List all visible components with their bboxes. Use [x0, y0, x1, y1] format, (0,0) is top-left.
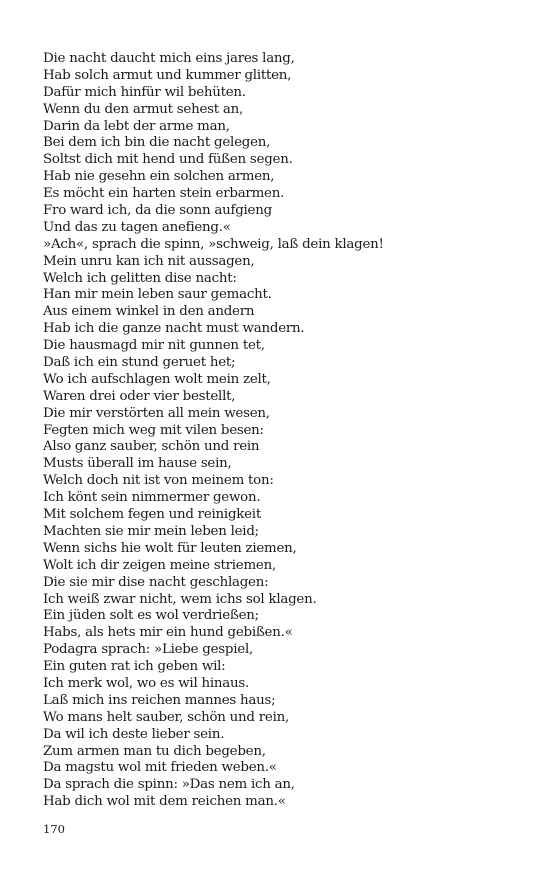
poem-line: »Ach«, sprach die spinn, »schweig, laß dein klagen! [43, 236, 384, 252]
poem-line: Hab nie gesehn ein solchen armen, [43, 169, 275, 185]
poem-line: Wo mans helt sauber, schön und rein, [43, 709, 289, 725]
poem-line: Die mir verstörten all mein wesen, [43, 405, 270, 421]
poem-line: Wenn sichs hie wolt für leuten ziemen, [43, 540, 297, 556]
poem-line: Daß ich ein stund geruet het; [43, 355, 236, 371]
poem-line: Han mir mein leben saur gemacht. [43, 287, 272, 303]
poem-line: Soltst dich mit hend und füßen segen. [43, 152, 293, 168]
poem-line: Machten sie mir mein leben leid; [43, 523, 259, 539]
poem-line: Fro ward ich, da die sonn aufgieng [43, 203, 272, 219]
poem-line: Waren drei oder vier bestellt, [43, 388, 236, 404]
poem-line: Wo ich aufschlagen wolt mein zelt, [43, 371, 271, 387]
poem-line: Und das zu tagen anefieng.« [43, 219, 231, 235]
poem-line: Ich könt sein nimmermer gewon. [43, 490, 261, 506]
poem-line: Mein unru kan ich nit aussagen, [43, 253, 255, 269]
poem-line: Wolt ich dir zeigen meine striemen, [43, 557, 276, 573]
poem-line: Da magstu wol mit frieden weben.« [43, 760, 277, 776]
poem-line: Hab dich wol mit dem reichen man.« [43, 794, 286, 810]
poem-line: Hab solch armut und kummer glitten, [43, 67, 292, 83]
poem-line: Habs, als hets mir ein hund gebißen.« [43, 625, 293, 641]
poem-line: Also ganz sauber, schön und rein [43, 439, 260, 455]
poem-line: Welch ich gelitten dise nacht: [43, 270, 237, 286]
poem-line: Fegten mich weg mit vilen besen: [43, 422, 264, 438]
poem-line: Bei dem ich bin die nacht gelegen, [43, 135, 271, 151]
poem-line: Die nacht daucht mich eins jares lang, [43, 51, 295, 66]
poem-line: Ich weiß zwar nicht, wem ichs sol klagen. [43, 591, 317, 607]
poem-line: Mit solchem fegen und reinigkeit [43, 507, 261, 523]
poem-line: Musts überall im hause sein, [43, 456, 232, 472]
poem-line: Da sprach die spinn: »Das nem ich an, [43, 777, 295, 793]
page-number: 170 [43, 822, 65, 836]
poem-line: Laß mich ins reichen mannes haus; [43, 692, 276, 708]
poem-line: Hab ich die ganze nacht must wandern. [43, 321, 305, 337]
poem-line: Ich merk wol, wo es wil hinaus. [43, 675, 250, 691]
poem-line: Es möcht ein harten stein erbarmen. [43, 186, 285, 202]
poem-line: Dafür mich hinfür wil behüten. [43, 84, 246, 100]
poem-line: Zum armen man tu dich begeben, [43, 743, 266, 759]
poem-text [43, 51, 523, 811]
poem-line: Da wil ich deste lieber sein. [43, 726, 225, 742]
poem-line: Ein guten rat ich geben wil: [43, 659, 226, 675]
poem-line: Podagra sprach: »Liebe gespiel, [43, 642, 253, 658]
poem-line: Wenn du den armut sehest an, [43, 101, 243, 117]
poem-line: Darin da lebt der arme man, [43, 118, 230, 134]
poem-line: Die sie mir dise nacht geschlagen: [43, 574, 269, 590]
poem-line: Ein jüden solt es wol verdrießen; [43, 608, 259, 624]
poem-line: Die hausmagd mir nit gunnen tet, [43, 338, 265, 354]
poem-line: Welch doch nit ist von meinem ton: [43, 473, 274, 489]
poem-line: Aus einem winkel in den andern [43, 304, 255, 320]
